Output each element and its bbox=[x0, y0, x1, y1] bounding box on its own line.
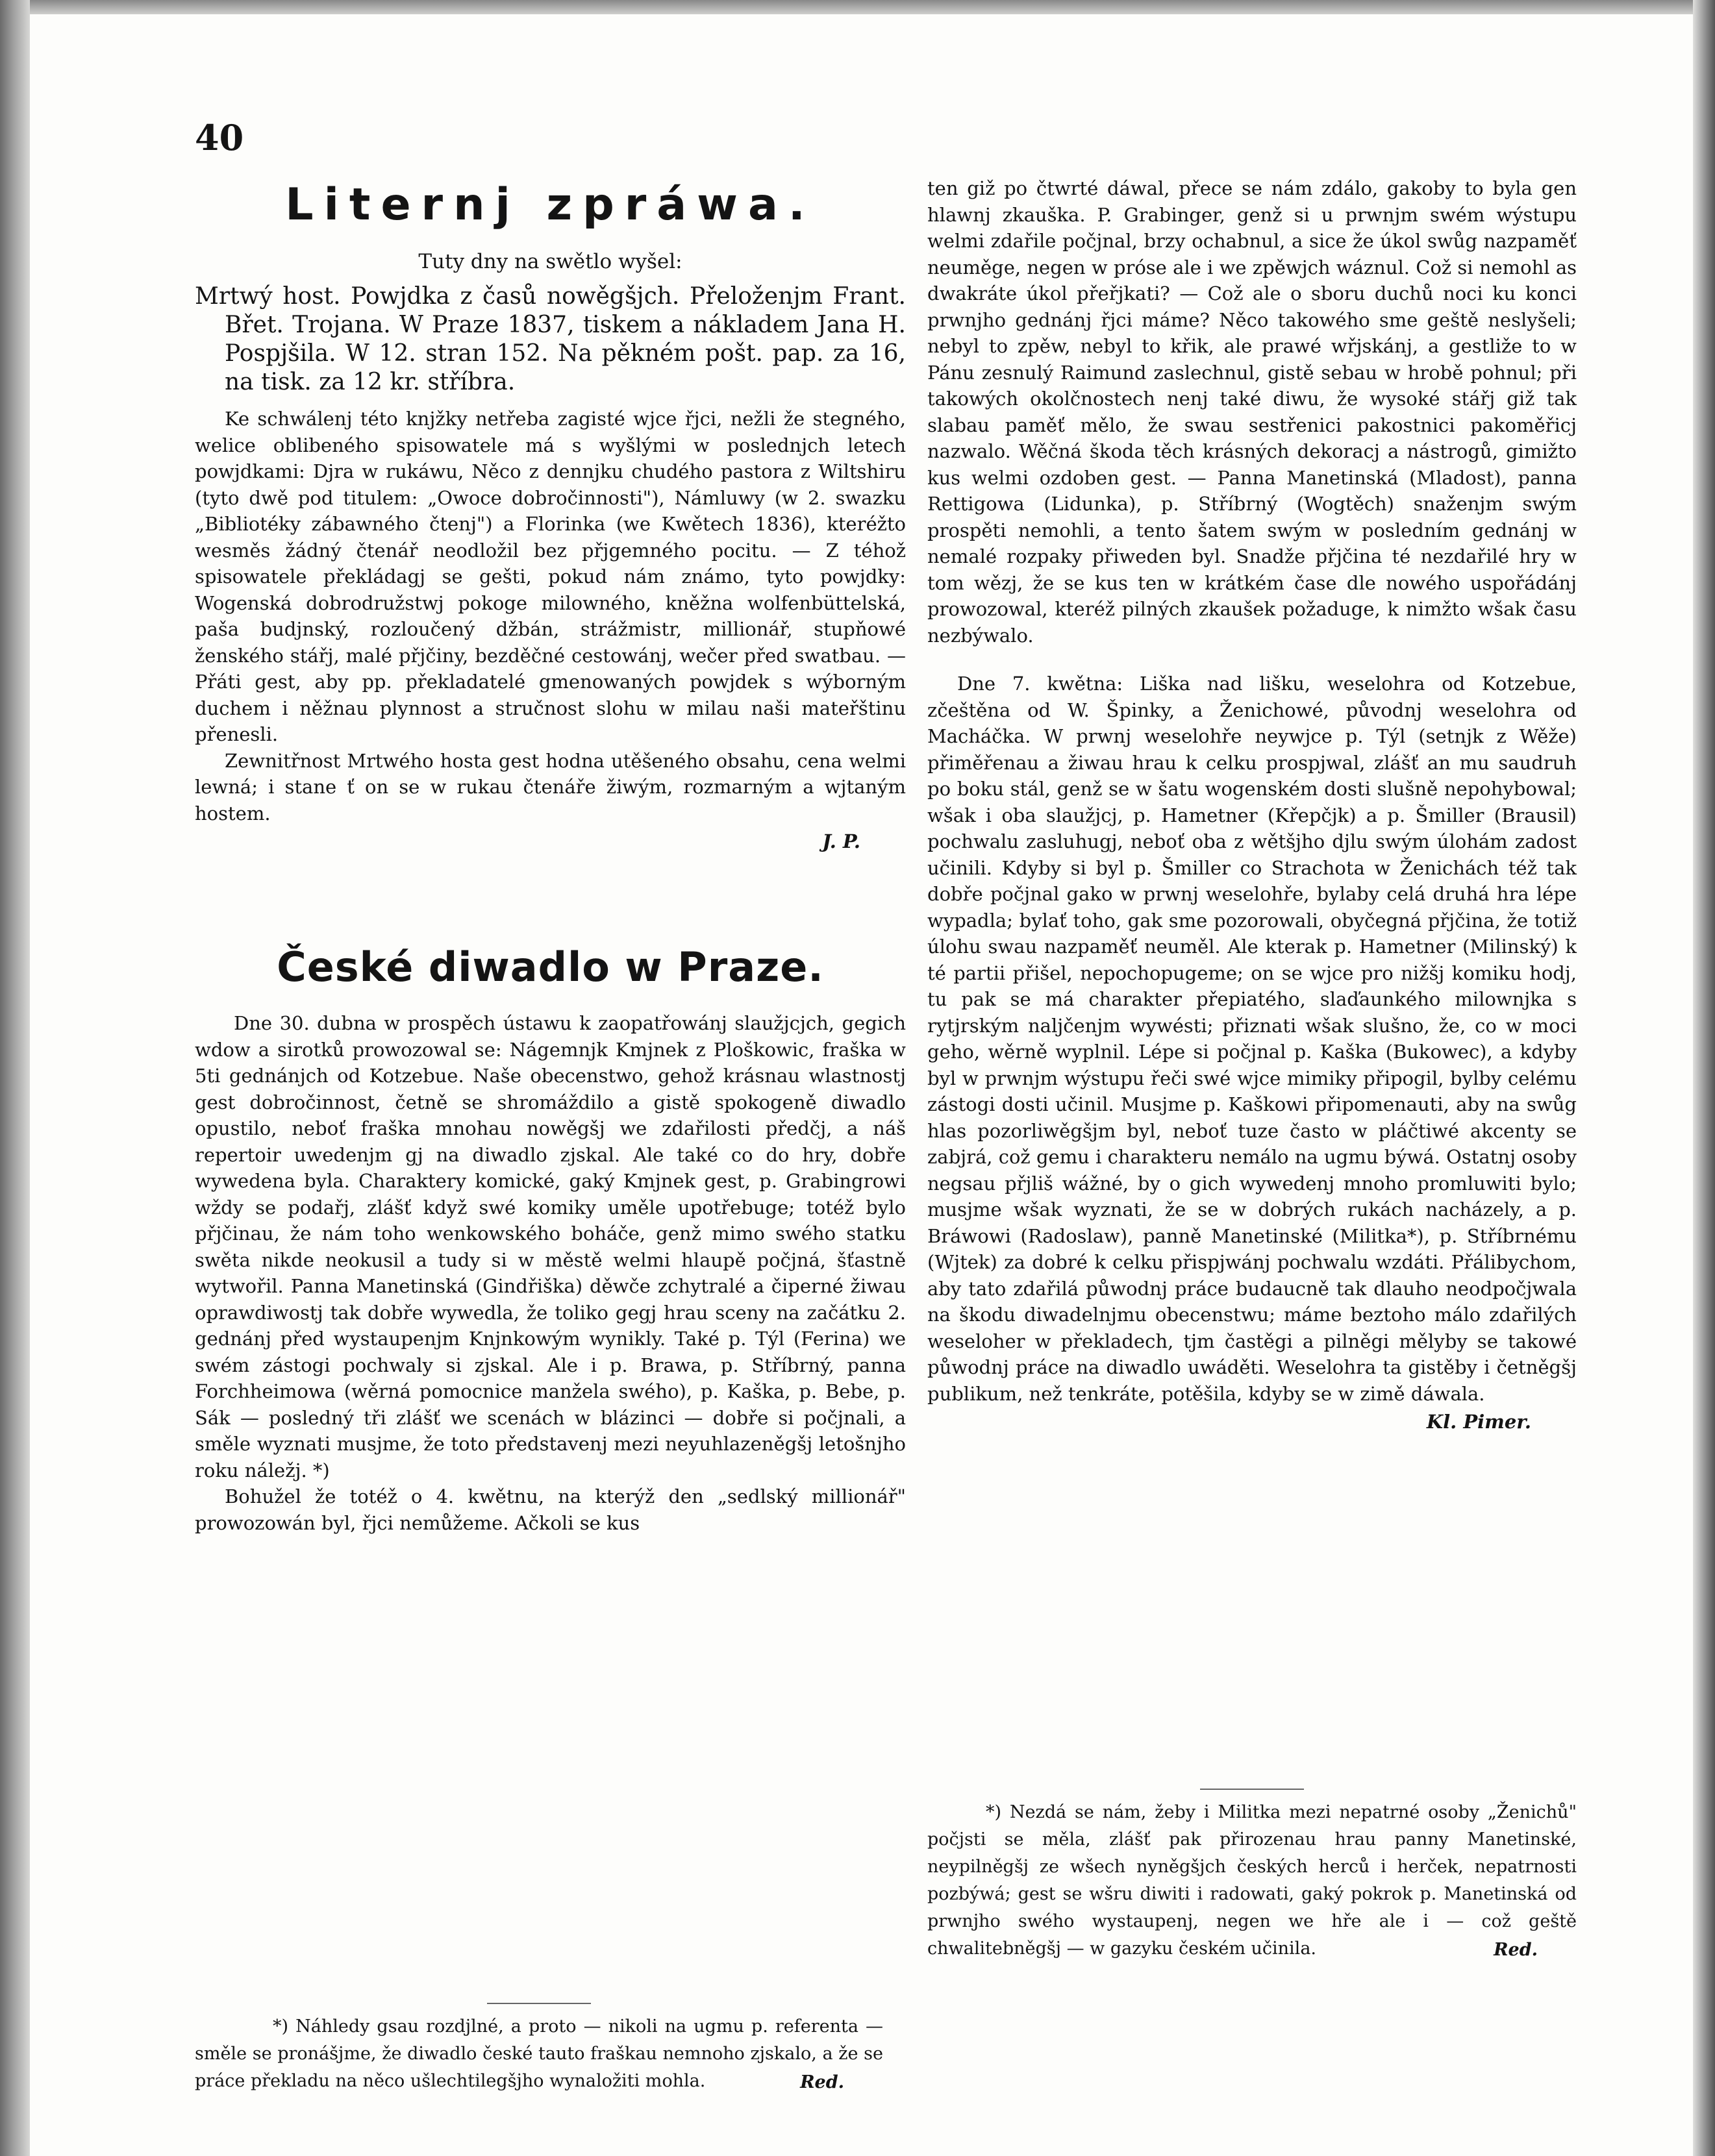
literni-signature: J. P. bbox=[822, 830, 860, 852]
left-column bbox=[195, 170, 906, 1536]
right-column bbox=[927, 175, 1577, 1433]
divadlo-paragraph: Dne 30. dubna w prospěch ústawu k zaopatřowánj slaužjcjch, gegich wdow a sirotků prowozowal se: Nágemnjk Kmjnek z Ploškowic, fraška w 5ti gednánjch od Kotzebue. Naše obecenstwo, gehož krásnau wlastnostj gest dobročinnost, četně se shromáždilo a gistě spokogeně diwadlo opustilo, neboť fraška mnohau nowěgšj we zdařilosti předčj, a náš repertoir uwedenjm gj na diwadlo zjskal. Ale také co do hry, dobře wywedena byla. Charaktery komické, gaký Kmjnek gest, p. Grabingrowi wždy se podařj, zlášť když swé komiky uměle upotřebuge; totéž bylo přjčinau, že nám toho wenkowského boháče, genž mimo swého statku swěta nikde neokusil a tudy si w městě welmi hlaupě počjná, šťastně wytwořil. Panna Manetinská (Gindřiška) děwče zchytralé a čiperné žiwau oprawdiwostj tak dobře wywedla, že toliko gegj hrau sceny na začátku 2. gednánj před wystaupenjm Knjnkowým wynikly. Také p. Týl (Ferina) we swém zástogi pochwaly si zjskal. Ale i p. Brawa, p. Stříbrný, panna Forchheimowa (wěrná pomocnice manžela swého), p. Kaška, p. Bebe, p. Sák — posledný tři zlášť we scenách w blázinci — dobře si počjnali, a směle wyznati musjme, že toto představenj mezi neyuhlazeněgšj letošnjho roku náležj. *) bbox=[195, 1012, 906, 1481]
scan-edge-left bbox=[0, 0, 30, 2156]
footnote-left bbox=[195, 2003, 883, 2096]
footnote-right bbox=[927, 1789, 1577, 1964]
divadlo-paragraph-continued: ten giž po čtwrté dáwal, přece se nám zdálo, gakoby to byla gen hlawnj zkauška. P. Grabinger, genž si u prwnjm swém wýstupu welmi zdařile počjnal, brzy ochabnul, a sice že úkol swůg nazpaměť neuměge, negen w próse ale i we zpěwjch wáznul. Což si nemohl as dwakráte úkol přeřjkati? — Což ale o sboru duchů noci ku konci prwnjho gednánj řjci máme? Něco takowého sme geště neslyšeli; nebyl to zpěw, nebyl to křik, ale prawé wřjskánj, a gestliže to w Pánu zesnulý Raimund zaslechnul, gistě sebau w hrobě pohnul; při takowých okolčnostech nenj také diwu, že wysoké stářj giž tak slabau paměť mělo, že swau sestřenici pakostnici pakoměřicj nazwalo. Wěčná škoda těch krásných dekoracj a nástrogů, gimižto kus welmi ozdoben gest. — Panna Manetinská (Mladost), panna Rettigowa (Lidunka), p. Stříbrný (Wogtěch) snaženjm swým prospěti nemohli, a tento šatem swým w posledním gednánj w nemalé rozpaky přiweden byl. Snadže přjčina té nezdařilé hry w tom wězj, že se kus ten w krátkém čase dle nowého uspořádánj prowozowal, kteréž pilných zkaušek požaduge, k nimžto wšak času nezbýwalo. bbox=[927, 177, 1577, 647]
book-entry: Mrtwý host. Powjdka z časů nowěgšjch. Přeloženjm Frant. Břet. Trojana. W Praze 1837, tiskem a nákladem Jana H. Pospjšila. W 12. stran 152. Na pěkném pošt. pap. za 16, na tisk. za 12 kr. stříbra. bbox=[195, 283, 906, 395]
divadlo-paragraph: Dne 7. kwětna: Liška nad lišku, weselohra od Kotzebue, zčeštěna od W. Špinky, a Ženichowé, původnj weselohra od Macháčka. W prwnj weselohře neywjce p. Týl (setnjk z Wěže) přiměřenau a žiwau hrau k celku prospjwal, zlášť an mu saudruh po boku stál, genž se w šatu wogenském dosti slušně nepohybowal; wšak i oba slaužjcj, p. Hametner (Křepčjk) a p. Šmiller (Brausil) pochwalu zasluhugj, neboť oba z wětšjho djlu swým úlohám zadost učinili. Kdyby si byl p. Šmiller co Strachota w Ženichách též tak dobře počjnal gako w prwnj weselohře, bylaby celá druhá hra lépe wypadla; bylať toho, gak sme pozorowali, obyčegná přjčina, že totiž úlohu swau nazpaměť neuměl. Ale kterak p. Hametner (Milinský) k té partii přišel, nepochopugeme; on se wjce pro nižšj komiku hodj, tu pak se má charakter přepiatého, slaďaunkého milownjka s rytjrským naljčenjm wywésti; přiznati wšak slušno, že, co w moci geho, wěrně wyplnil. Lépe si počjnal p. Kaška (Bukowec), a kdyby byl w prwnjm wýstupu řeči swé wjce mimiky připogil, bylby celému zástogi dosti učinil. Musjme p. Kaškowi připomenauti, aby na swůg hlas pozorliwěgšjm byl, neboť tuze často w pláčtiwé akcenty se zabjrá, což gemu i charakteru nemálo na ugmu býwá. Ostatnj osoby negsau přjliš wážné, by o gich wywedenj mnoho promluwiti bylo; musjme wšak wyznati, že se w dobrých rukách nacházely, a p. Bráwowi (Radoslaw), panně Manetinské (Militka*), p. Stříbrnému (Wjtek) za dobré k celku přispjwánj pochwalu wzdáti. Přálibychom, aby tato zdařilá půwodnj práce budaucně tak dlauho neodpočjwala na škodu diwadelnjmu obecenstwu; máme beztoho málo zdařilých weseloher w překladech, tjm častěgi a pilněgi mělyby se takowé půwodnj práce na diwadlo uwáděti. Weselohra ta gistěby i četněgšj publikum, než tenkráte, potěšila, kdyby se w zimě dáwala. bbox=[927, 673, 1577, 1405]
scan-edge-top bbox=[0, 0, 1715, 14]
divadlo-paragraph: Bohužel že totéž o 4. kwětnu, na kterýž den „sedlský millionář" prowozowán byl, řjci nemůžeme. Ačkoli se kus bbox=[195, 1485, 906, 1534]
literni-zprava-heading: Liternj zpráwa. bbox=[285, 179, 816, 230]
footnote-signature: Red. bbox=[800, 2072, 844, 2092]
footnote-text: *) Náhledy gsau rozdjlné, a proto — nikoli na ugmu p. referenta — směle se pronášjme, že diwadlo české tauto fraškau nemnoho zjskalo, a že se práce překladu na něco ušlechtilegšjho wynaložiti mohla. bbox=[195, 2016, 883, 2091]
page-number: 40 bbox=[195, 117, 244, 158]
footnote-rule bbox=[487, 2003, 591, 2004]
literni-intro: Tuty dny na swětlo wyšel: bbox=[418, 250, 682, 273]
paragraph-spacer bbox=[927, 649, 1577, 671]
ceske-diwadlo-heading: České diwadlo w Praze. bbox=[277, 943, 824, 991]
footnote-text: *) Nezdá se nám, žeby i Militka mezi nepatrné osoby „Ženichů" počjsti se měla, zlášť pak přirozenau hrau panny Manetinské, neypilněgšj ze wšech nyněgšjch českých herců i herček, nepatrnosti pozbýwá; gest se wšru diwiti i radowati, gaký pokrok p. Manetinská od prwnjho swého wystaupenj, negen we hře ale i — což geště chwalitebněgšj — w gazyku českém učinila. bbox=[927, 1802, 1577, 1959]
divadlo-signature: Kl. Pimer. bbox=[1426, 1411, 1531, 1433]
footnote-signature: Red. bbox=[1494, 1940, 1538, 1960]
literni-paragraph: Zewnitřnost Mrtwého hosta gest hodna utěšeného obsahu, cena welmi lewná; i stane ť on se w rukau čtenáře žiwým, rozmarným a wjtaným hostem. bbox=[195, 749, 906, 824]
scan-edge-right bbox=[1693, 0, 1715, 2156]
literni-paragraph: Ke schwálenj této knjžky netřeba zagisté wjce řjci, nežli že stegného, welice oblibeného spisowatele má s wyšlými w poslednjch letech powjdkami: Djra w rukáwu, Něco z dennjku chudého pastora z Wiltshiru (tyto dwě pod titulem: „Owoce dobročinnosti"), Námluwy (w 2. swazku „Bibliotéky zábawného čtenj") a Florinka (we Kwětech 1836), kteréžto wesměs žádný čtenář neodložil bez přjgemného pocitu. — Z téhož spisowatele překládagj se gešti, pokud nám známo, tyto powjdky: Wogenská dobrodružstwj pokoge milowného, kněžna wolfenbüttelská, paša budjnský, rozloučený džbán, strážmistr, millionář, stupňowé ženského stářj, malé přjčiny, bezděčné cestowánj, wečer před swatbau. — Přáti gest, aby pp. překladatelé gmenowaných powjdek s wýborným duchem i něžnau plynnost a stručnost slohu w milau naši mateřštinu přenesli. bbox=[195, 408, 906, 745]
footnote-rule bbox=[1200, 1789, 1304, 1790]
